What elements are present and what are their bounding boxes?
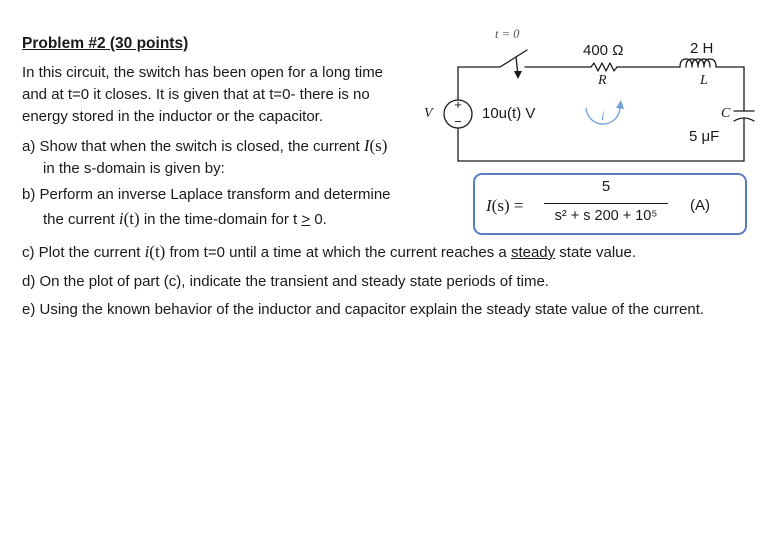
formula-unit: (A) bbox=[690, 197, 710, 214]
switch-arrow-head bbox=[514, 71, 522, 79]
intro-line-1: In this circuit, the switch has been open for a long time bbox=[22, 64, 384, 81]
current-arrow-head bbox=[616, 100, 624, 109]
capacitor-value: 5 μF bbox=[689, 128, 720, 145]
current-arg-s: (s) bbox=[369, 136, 388, 155]
ge-symbol: > bbox=[301, 211, 311, 228]
switch-label: t = 0 bbox=[495, 27, 520, 41]
part-b-line-1: b) Perform an inverse Laplace transform and determine bbox=[22, 186, 391, 203]
inductor-symbol: L bbox=[700, 73, 708, 88]
formula-numerator: 5 bbox=[601, 178, 611, 195]
formula-lhs bbox=[486, 196, 523, 216]
part-e-line: e) Using the known behavior of the inductor and capacitor explain the steady state value of the current. bbox=[22, 301, 705, 318]
formula-lhs-rest: (s) = bbox=[491, 196, 524, 215]
current-label: i bbox=[601, 108, 605, 123]
part-c-text-3: state value. bbox=[555, 244, 637, 261]
part-c-steady: steady bbox=[510, 244, 556, 261]
intro-line-2: and at t=0 it closes. It is given that at t=0- there is no bbox=[22, 86, 370, 103]
current-symbol-i: i bbox=[118, 209, 124, 228]
formula-I-symbol: I bbox=[486, 196, 492, 215]
intro-line-3: energy stored in the inductor or the capacitor. bbox=[22, 108, 324, 125]
inductor bbox=[680, 59, 716, 67]
part-a-text: a) Show that when the switch is closed, the current bbox=[22, 138, 364, 155]
capacitor-symbol: C bbox=[721, 106, 731, 121]
resistor-symbol: R bbox=[598, 73, 607, 88]
source-value: 10u(t) V bbox=[482, 105, 536, 122]
current-arg-t: (t) bbox=[149, 242, 166, 261]
formula-denominator: s² + s 200 + 10⁵ bbox=[554, 208, 658, 224]
source-plus: + bbox=[454, 97, 462, 112]
inductor-value: 2 H bbox=[690, 40, 714, 57]
source-minus: − bbox=[454, 114, 462, 129]
part-c-text-2: from t=0 until a time at which the current reaches a bbox=[165, 244, 511, 261]
resistor bbox=[591, 63, 617, 71]
part-b-text: the current bbox=[43, 211, 119, 228]
current-symbol-i: i bbox=[144, 242, 150, 261]
current-arg-t: (t) bbox=[123, 209, 140, 228]
part-d-line: d) On the plot of part (c), indicate the transient and steady state periods of time. bbox=[22, 273, 549, 290]
switch-blade bbox=[500, 50, 527, 67]
current-symbol-I: I bbox=[363, 136, 370, 155]
source-symbol: V bbox=[424, 106, 433, 121]
part-b-text-3: 0. bbox=[310, 211, 327, 228]
part-b-text-2: in the time-domain for t bbox=[139, 211, 302, 228]
problem-title: Problem #2 (30 points) bbox=[22, 35, 189, 52]
resistor-value: 400 Ω bbox=[583, 42, 624, 59]
formula-fraction-bar bbox=[544, 203, 668, 204]
part-a-line-2: in the s-domain is given by: bbox=[43, 160, 225, 177]
part-c-text: c) Plot the current bbox=[22, 244, 145, 261]
